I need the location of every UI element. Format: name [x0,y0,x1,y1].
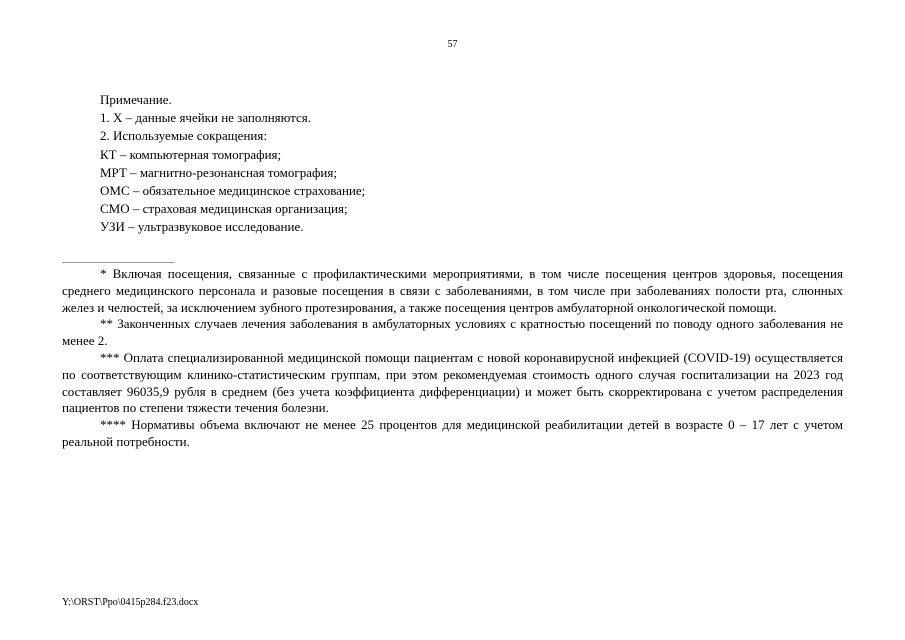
footnote-separator [62,262,174,263]
footnotes-block [62,266,843,451]
note-line: 2. Используемые сокращения: [100,128,267,144]
footnote: *** Оплата специализированной медицинской помощи пациентам с новой коронавирусной инфекцией (COVID-19) осуществляется по соответствующим клинико-статистическим группам, при этом рекомендуемая стоимость одного случая госпитализации на 2023 год составляет 96035,9 рубля в среднем (без учета коэффициента дифференциации) и может быть скорректирована с учетом распределения пациентов по степени тяжести течения болезни. [62,349,843,416]
abbreviation-line: МРТ – магнитно-резонансная томография; [100,164,337,180]
footnote: ** Законченных случаев лечения заболевания в амбулаторных условиях с кратностью посещений по поводу одного заболевания не менее 2. [62,316,843,349]
abbreviation-line: ОМС – обязательное медицинское страхование; [100,183,366,199]
note-block [100,91,365,237]
abbreviation-line: КТ – компьютерная томография; [100,146,282,162]
page-number: 57 [447,39,458,50]
file-path-footer: Y:\ORST\Ppo\0415p284.f23.docx [62,597,199,608]
note-heading: Примечание. [100,92,172,107]
footnote: **** Нормативы объема включают не менее 25 процентов для медицинской реабилитации детей в возрасте 0 – 17 лет с учетом реальной потребности. [62,417,843,449]
abbreviation-line: СМО – страховая медицинская организация; [100,201,348,217]
note-line: 1. Х – данные ячейки не заполняются. [100,110,312,126]
footnote: * Включая посещения, связанные с профилактическими мероприятиями, в том числе посещения центров здоровья, посещения среднего медицинского персонала и разовые посещения в связи с заболеваниями, в том числе при заболеваниях полости рта, слюнных желез и челюстей, за исключением зубного протезирования, а также посещения центров амбулаторной онкологической помощи. [62,266,843,315]
abbreviation-line: УЗИ – ультразвуковое исследование. [100,219,304,235]
